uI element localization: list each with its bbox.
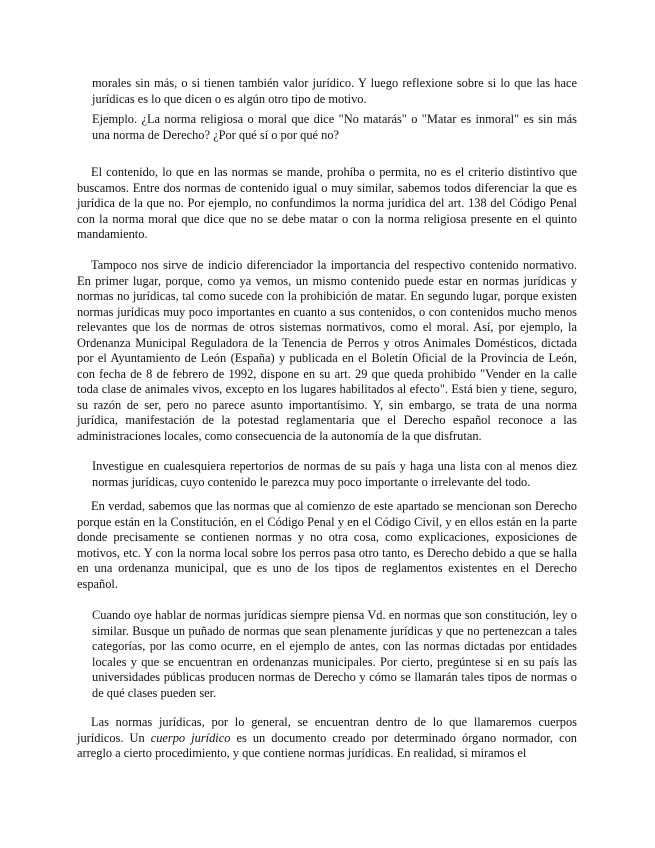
example-question: Ejemplo. ¿La norma religiosa o moral que dice "No matarás" o "Matar es inmoral" es sin más una norma de Derecho? ¿Por qué sí o por qué no? bbox=[92, 112, 577, 142]
term-cuerpo-juridico: cuerpo jurídico bbox=[150, 730, 231, 745]
paragraph-importance: Tampoco nos sirve de indicio diferenciador la importancia del respectivo contenido normativo. En primer lugar, porque, como ya vemos, un mismo contenido puede estar en normas jurídicas y normas no jurídicas, tal como sucede con la prohibición de matar. En segundo lugar, porque existen normas jurídicas muy poco importantes en cuanto a sus contenidos, o con contenidos mucho menos relevantes que los de normas de otros sistemas normativos, como el moral. Así, por ejemplo, la Ordenanza Municipal Reguladora de la Tenencia de Perros y otros Animales Domésticos, dictada por el Ayuntamiento de León (España) y publicada en el Boletín Oficial de la Provincia de León, con fecha de 8 de febrero de 1992, dispone en su art. 29 que queda prohibido "Vender en la calle toda clase de animales vivos, excepto en los lugares habilitados al efecto". Está bien y tiene, seguro, su razón de ser, pero no parece asunto importantísimo. Y, sin embargo, se trata de una norma jurídica, manifestación de la potestad reglamentaria que el Derecho español reconoce a las administraciones locales, como consecuencia de la autonomía de la que disfrutan. bbox=[77, 258, 577, 443]
paragraph-intro-continuation: morales sin más, o si tienen también valor jurídico. Y luego reflexione sobre si lo que las hace jurídicas es lo que dicen o es algún otro tipo de motivo. bbox=[92, 76, 577, 106]
paragraph-legal-bodies bbox=[77, 715, 577, 762]
exercise-think: Cuando oye hablar de normas jurídicas siempre piensa Vd. en normas que son constitución, ley o similar. Busque un puñado de normas que sean plenamente jurídicas y que no pertenezcan a tales categorías, por las como ocurre, en el ejemplo de antes, con las normas dictadas por entidades locales y que se encuentran en ordenanzas municipales. Por cierto, pregúntese si en su país las universidades públicas producen normas de Derecho y cómo se llamarán tales tipos de normas o de qué clases pueden ser. bbox=[92, 608, 577, 700]
exercise-investigate: Investigue en cualesquiera repertorios de normas de su país y haga una lista con al menos diez normas jurídicas, cuyo contenido le parezca muy poco importante o irrelevante del todo. bbox=[92, 459, 577, 489]
paragraph-in-truth: En verdad, sabemos que las normas que al comienzo de este apartado se mencionan son Derecho porque están en la Constitución, en el Código Penal y en el Código Civil, y en ellos están en la parte donde precisamente se contienen normas y no otra cosa, como explicaciones, exposiciones de motivos, etc. Y con la norma local sobre los perros pasa otro tanto, es Derecho debido a que se halla en una ordenanza municipal, que es uno de los tipos de reglamentos existentes en el Derecho español. bbox=[77, 499, 577, 591]
paragraph-content-criterion: El contenido, lo que en las normas se mande, prohíba o permita, no es el criterio distintivo que buscamos. Entre dos normas de contenido igual o muy similar, sabemos todos diferenciar la que es jurídica de la que no. Por ejemplo, no confundimos la norma jurídica del art. 138 del Código Penal con la norma moral que dice que no se debe matar o con la norma religiosa presente en el quinto mandamiento. bbox=[77, 165, 577, 241]
paragraph-legal-bodies-end: es un documento creado por determinado órgano normador, con arreglo a cierto procedimiento, y que contiene normas jurídicas. En realidad, si miramos el bbox=[77, 730, 577, 760]
paragraph-legal-bodies-start: Las normas jurídicas, por lo general, se encuentran dentro de lo que llamaremos cuerpos jurídicos. Un bbox=[77, 715, 577, 745]
